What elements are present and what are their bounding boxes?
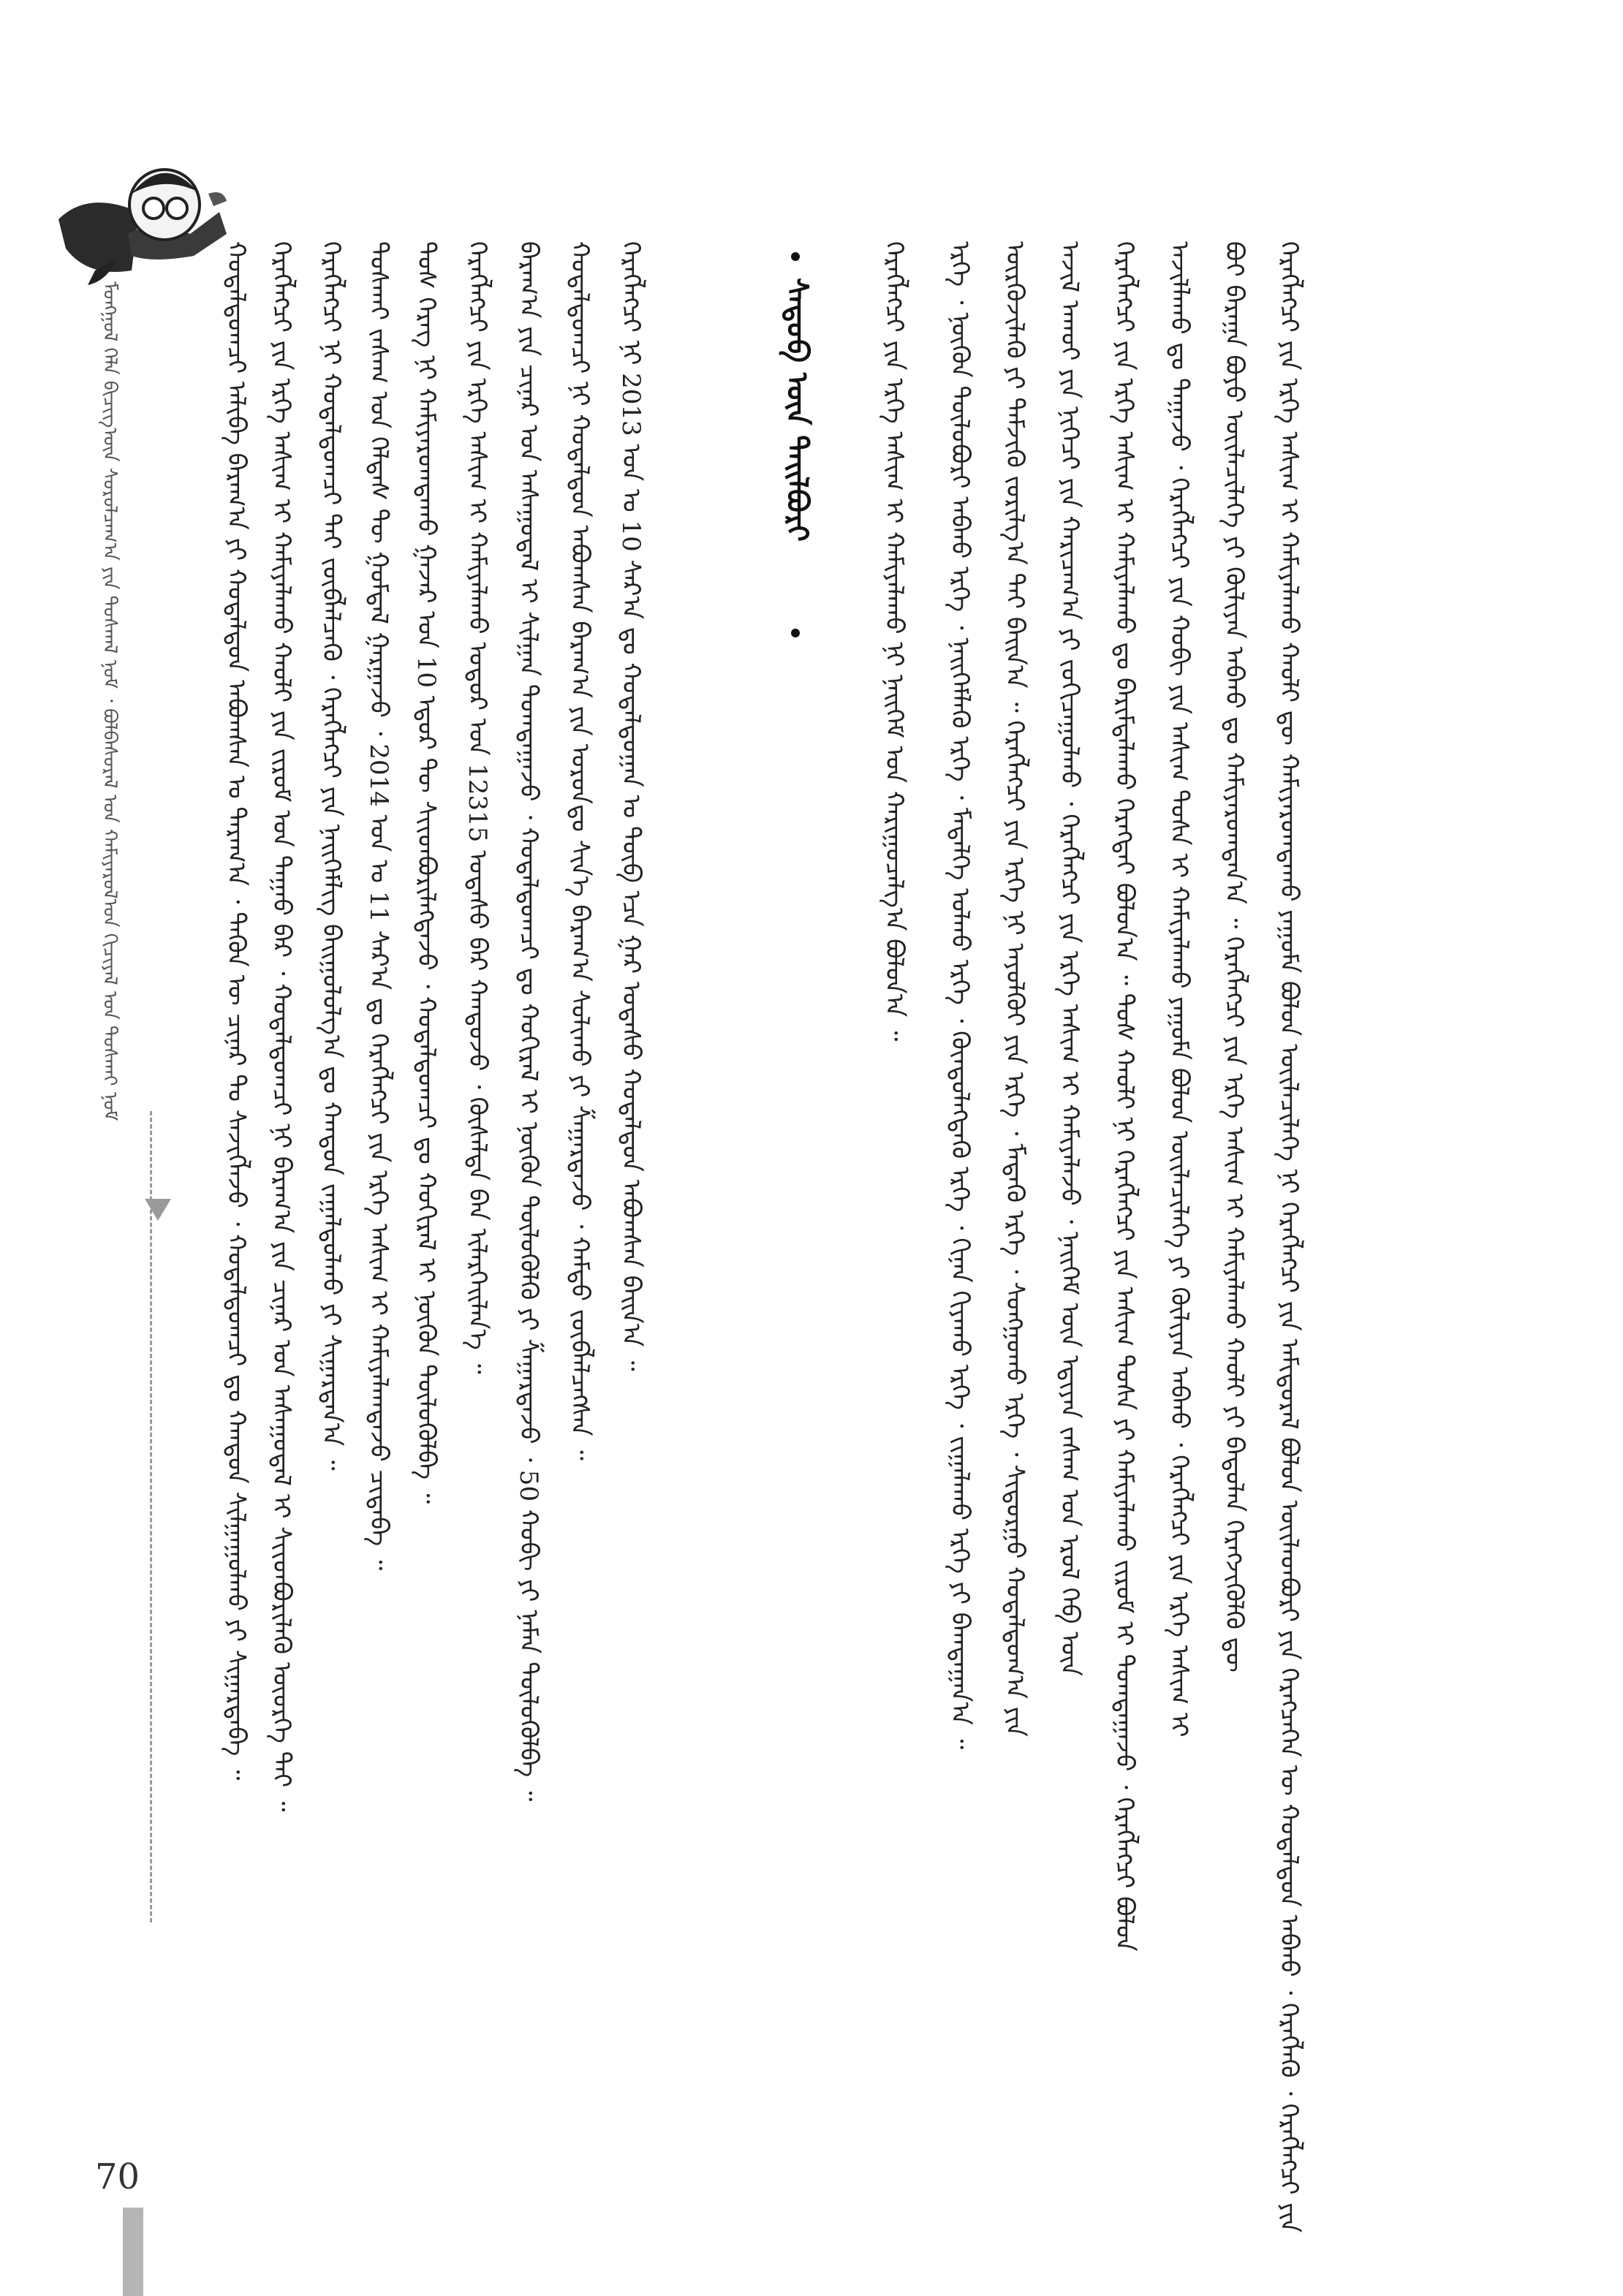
page-number: 70 xyxy=(95,2156,140,2197)
upper-line-3: ᠦᠷᠭᠦᠵᠢᠯᠡᠬᠦ ᠶᠢ ᠳᠡᠮᠵᠢᠬᠦ ᠵᠣᠷᠢᠯᠭ᠎ᠠ ᠲᠠᠢ ᠪᠠᠢᠨ᠎ᠠ ᠃ ᠬᠡᠷᠡᠭᠯᠡᠭᠴᠢ ᠶᠢᠨ ᠡᠷᠬᠡ ᠨᠢ ᠠᠶᠤᠯᠭᠦᠢ ᠶᠢᠨ ᠡᠷᠬᠡ ᠂ ᠮᠡᠳᠡᠬᠦ ᠡᠷᠬᠡ ᠂ ᠰᠣᠩᠭᠣᠬᠤ ᠡᠷᠬᠡ ᠂ ᠰᠢᠳᠤᠷᠭᠤ ᠬᠤᠳᠠᠯᠳᠤᠭ᠎ᠠ ᠶᠢᠨ xyxy=(1000,241,1029,1737)
lower-line-2: ᠬᠡᠷᠡᠭᠯᠡᠭᠴᠢ ᠶᠢᠨ ᠡᠷᠬᠡ ᠠᠰᠢᠭ ᠢ ᠬᠠᠮᠢᠶᠠᠯᠠᠬᠤ ᠬᠠᠤᠯᠢ ᠶᠢᠨ ᠵᠢᠷᠤᠮ ᠤᠨ ᠳᠠᠭᠠᠤ ᠪᠠᠷ ᠂ ᠬᠤᠳᠠᠯᠳᠤᠭᠴᠢ ᠨᠢ ᠪᠠᠷᠠᠭ᠎ᠠ ᠶᠢᠨ ᠴᠢᠨᠠᠷ ᠤᠨ ᠠᠰᠠᠭᠤᠳᠠᠯ ᠢ ᠰᠢᠢᠳᠪᠦᠷᠢᠯᠡᠬᠦ ᠦᠦᠷᠭᠡ ᠲᠠᠢ ᠃ xyxy=(267,241,296,1812)
heading-bullet-top xyxy=(791,252,800,261)
lower-line-9: ᠬᠡᠷᠡᠭᠯᠡᠭᠴᠢ ᠨᠢ 2013 ᠣᠨ ᠤ 10 ᠰᠠᠷ᠎ᠠ ᠳᠤ ᠬᠤᠳᠠᠯᠳᠤᠭᠠᠨ ᠤ ᠲᠥᠪ ᠡᠴᠡ ᠭᠠᠷ ᠤᠲᠠᠰᠤ ᠬᠤᠳᠠᠯᠳᠤᠨ ᠠᠪᠤᠭᠰᠠᠨ ᠪᠠᠢᠨ᠎ᠠ ᠃ xyxy=(616,241,646,1371)
lower-line-5: ᠲᠤᠰ ᠬᠡᠷᠡᠭ ᠨᠢ ᠬᠠᠮᠢᠶᠠᠷᠤᠭᠳᠠᠬᠤ ᠭᠠᠵᠠᠷ ᠤᠨ 10 ᠡᠳᠦᠷ ᠲᠦ ᠰᠢᠢᠳᠪᠦᠷᠢᠯᠡᠭᠳᠡᠵᠦ ᠂ ᠬᠤᠳᠠᠯᠳᠤᠭᠴᠢ ᠳᠤ ᠬᠣᠬᠢᠷᠠᠯ ᠢ ᠨᠥᠬᠥᠨ ᠲᠥᠯᠥᠭᠦᠯᠪᠡ ᠃ xyxy=(412,241,441,1504)
mascot-left-glass xyxy=(143,198,164,219)
upper-line-1: ᠬᠡᠷᠡᠭᠯᠡᠭᠴᠢ ᠶᠢᠨ ᠡᠷᠬᠡ ᠠᠰᠢᠭ ᠢ ᠬᠠᠮᠢᠶᠠᠯᠠᠬᠤ ᠨᠢ ᠨᠡᠢᠭᠡᠮ ᠤᠨ ᠬᠠᠷᠢᠭᠤᠴᠠᠯᠭ᠎ᠠ ᠪᠣᠯᠤᠨ᠎ᠠ ᠃ xyxy=(879,241,909,1042)
upper-line-8: ᠬᠡᠷᠡᠭᠯᠡᠭᠴᠢ ᠶᠢᠨ ᠡᠷᠬᠡ ᠠᠰᠢᠭ ᠢ ᠬᠠᠮᠢᠶᠠᠯᠠᠬᠤ ᠬᠠᠤᠯᠢ ᠳᠦ ᠬᠠᠮᠢᠶᠠᠷᠤᠭᠳᠠᠬᠤ ᠶᠠᠭᠤᠮᠠ ᠪᠤᠯᠤᠨ ᠦᠢᠯᠡᠴᠢᠯᠡᠭᠡ ᠨᠢ ᠬᠡᠷᠡᠭᠯᠡᠭᠴᠢ ᠶᠢᠨ ᠠᠮᠢᠳᠤᠷᠠᠯ ᠪᠤᠯᠤᠨ ᠦᠢᠯᠡᠳᠪᠦᠷᠢ ᠶᠢᠨ ᠬᠡᠷᠡᠭᠴᠡᠭᠡᠨ ᠦ ᠬᠤᠳᠠᠯᠳᠤᠨ ᠠᠪᠬᠤ ᠂ ᠬᠡᠷᠡᠭᠯᠡᠬᠦ ᠂ ᠬᠡᠷᠡᠭᠯᠡᠭᠴᠢ ᠶᠢᠨ xyxy=(1274,241,1304,2233)
header-triangle-marker xyxy=(145,1199,171,1221)
mascot-cape xyxy=(58,202,139,272)
page-edge-bar xyxy=(123,2208,143,2296)
lower-line-4: ᠲᠤᠰᠬᠠᠢ ᠵᠠᠰᠠᠭ ᠤᠨ ᠬᠡᠯᠲᠡᠰ ᠲᠦ ᠭᠣᠮᠳᠠᠯ ᠭᠠᠷᠭᠠᠵᠤ ᠂ 2014 ᠣᠨ ᠤ 11 ᠰᠠᠷ᠎ᠠ ᠳᠤ ᠬᠡᠷᠡᠭᠯᠡᠭᠴᠢ ᠶᠢᠨ ᠡᠷᠬᠡ ᠠᠰᠢᠭ ᠢ ᠬᠠᠮᠢᠶᠠᠯᠠᠭᠳᠠᠵᠤ ᠴᠢᠳᠠᠪᠠ ᠃ xyxy=(364,241,393,1571)
running-header: ᠮᠣᠩᠭᠣᠯ ᠬᠡᠯᠡ ᠪᠢᠴᠢᠭ᠎ᠦᠨ ᠰᠤᠷᠤᠯᠴᠠᠭ᠎ᠠ ᠶᠢᠨ ᠲᠤᠰᠬᠠᠯ ᠨᠣᠮ ᠂ ᠪᠣᠯᠪᠠᠰᠤᠷᠠᠯ ᠤᠨ ᠬᠠᠮᠢᠶᠠᠷᠤᠯ᠎ᠤᠨ ᠬᠢᠴᠢᠶᠡᠯ ᠤᠨ ᠲᠤᠰᠬᠠᠢ ᠨᠣᠮ xyxy=(99,281,121,1121)
upper-line-4: ᠠᠵᠢᠯ ᠠᠬᠤᠢ ᠶᠢᠨ ᠨᠢᠭᠡᠴᠢ ᠶᠢᠨ ᠬᠠᠷᠢᠴᠠᠭ᠎ᠠ ᠶᠢ ᠵᠣᠬᠢᠴᠠᠭᠤᠯᠬᠤ ᠂ ᠬᠡᠷᠡᠭᠯᠡᠭᠴᠢ ᠶᠢᠨ ᠡᠷᠬᠡ ᠠᠰᠢᠭ ᠢ ᠬᠠᠮᠢᠶᠠᠯᠠᠵᠤ ᠂ ᠨᠡᠢᠭᠡᠮ ᠦᠨ ᠡᠳ᠋ᠢᠶᠡᠨ ᠵᠠᠰᠠᠭ ᠤᠨ ᠡᠷᠦᠯ ᠬᠡᠪ ᠦᠨ xyxy=(1055,241,1084,1676)
mascot-illustration xyxy=(44,124,227,292)
lower-line-1: ᠬᠤᠳᠠᠯᠳᠤᠭᠴᠢ ᠠᠯᠢᠪᠠ ᠪᠠᠷᠠᠭ᠎ᠠ ᠶᠢ ᠬᠤᠳᠠᠯᠳᠤᠨ ᠠᠪᠤᠭᠰᠠᠨ ᠤ ᠳᠠᠷᠠᠭ᠎ᠠ ᠂ ᠲᠡᠭᠦᠨ ᠦ ᠴᠢᠨᠠᠷ ᠲᠤ ᠰᠡᠵᠢᠭᠯᠡᠵᠦ ᠂ ᠬᠤᠳᠠᠯᠳᠤᠭᠴᠢ ᠳᠤ ᠬᠠᠨᠳᠤᠨ ᠰᠢᠯᠭᠠᠭᠤᠯᠬᠤ ᠶᠢ ᠰᠢᠭᠠᠷᠳᠠᠪᠠ ᠃ xyxy=(222,241,251,1781)
upper-line-7: ᠪᠤᠢ ᠪᠠᠷᠠᠭᠠ ᠪᠤᠶᠤ ᠦᠢᠯᠡᠴᠢᠯᠡᠭᠡ ᠶᠢ ᠬᠦᠯᠢᠶᠡᠨ ᠠᠪᠬᠤ ᠳᠤ ᠬᠠᠮᠢᠶᠠᠷᠤᠭᠳᠠᠨ᠎ᠠ ᠃ ᠬᠡᠷᠡᠭᠯᠡᠭᠴᠢ ᠶᠢᠨ ᠡᠷᠬᠡ ᠠᠰᠢᠭ ᠢ ᠬᠠᠮᠢᠶᠠᠯᠠᠬᠤ ᠬᠠᠤᠯᠢ ᠶᠢ ᠪᠠᠲᠤᠯᠠᠨ ᠬᠡᠷᠡᠭᠵᠢᠭᠦᠯᠬᠦ ᠳᠦ xyxy=(1219,241,1249,1672)
lower-line-8: ᠬᠤᠳᠠᠯᠳᠤᠭᠴᠢ ᠨᠢ ᠬᠤᠳᠠᠯᠳᠤᠨ ᠠᠪᠤᠭᠰᠠᠨ ᠪᠠᠷᠠᠭ᠎ᠠ ᠶᠢᠨ ᠣᠷᠣᠨ᠎ᠳᠤ ᠰᠢᠨ᠎ᠡ ᠪᠠᠷᠠᠭ᠎ᠠ ᠰᠤᠯᠢᠬᠤ ᠶᠢ ᠱᠠᠭᠠᠷᠳᠠᠵᠤ ᠂ ᠬᠠᠮᠲᠤ ᠵᠥᠪᠯᠡᠯᠴᠡᠭᠰᠡᠨ ᠃ xyxy=(565,241,594,1460)
section-heading: ᠰᠡᠳᠦᠪ ᠦᠨ ᠲᠠᠢᠯᠪᠤᠷᠢ xyxy=(780,278,814,542)
mascot-hand xyxy=(208,192,227,206)
upper-line-5: ᠬᠡᠷᠡᠭᠯᠡᠭᠴᠢ ᠶᠢᠨ ᠡᠷᠬᠡ ᠠᠰᠢᠭ ᠢ ᠬᠠᠮᠢᠶᠠᠯᠠᠬᠤ ᠳᠤ ᠪᠠᠷᠢᠮᠲᠠᠯᠠᠬᠤ ᠬᠡᠷᠡᠭᠲᠡᠢ ᠪᠤᠯᠤᠨ᠎ᠠ ᠃ ᠲᠤᠰ ᠬᠠᠤᠯᠢ ᠨᠢ ᠬᠡᠷᠡᠭᠯᠡᠭᠴᠢ ᠶᠢᠨ ᠠᠰᠢᠭ ᠲᠤᠰᠠ ᠶᠢ ᠬᠠᠮᠢᠶᠠᠯᠠᠬᠤ ᠵᠢᠷᠤᠮ ᠢ ᠲᠣᠭᠲᠠᠭᠠᠵᠤ ᠂ ᠬᠡᠷᠡᠭᠯᠡᠭᠴᠢ ᠪᠤᠯᠤᠨ xyxy=(1110,241,1139,1952)
lower-line-6: ᠬᠡᠷᠡᠭᠯᠡᠭᠴᠢ ᠶᠢᠨ ᠡᠷᠬᠡ ᠠᠰᠢᠭ ᠢ ᠬᠠᠮᠢᠶᠠᠯᠠᠬᠤ ᠣᠳᠤᠷ ᠤᠨ 12315 ᠤᠲᠠᠰᠤ ᠪᠠᠷ ᠬᠠᠨᠳᠤᠵᠤ ᠂ ᠬᠦᠰᠡᠯᠲᠡ ᠪᠡᠨ ᠢᠯᠡᠷᠬᠡᠢᠯᠡᠨ᠎ᠡ ᠃ xyxy=(463,241,492,1374)
upper-line-2: ᠡᠷᠬᠡ ᠂ ᠨᠦᠬᠦᠨ ᠲᠦᠯᠦᠪᠦᠷᠢ ᠠᠪᠬᠤ ᠡᠷᠬᠡ ᠂ ᠨᠡᠢᠭᠡᠮᠯᠡᠬᠦ ᠡᠷᠬᠡ ᠂ ᠮᠡᠳᠡᠯᠭᠡ ᠣᠯᠬᠤ ᠡᠷᠬᠡ ᠂ ᠬᠦᠨᠳᠦᠯᠡᠭᠳᠡᠬᠦ ᠡᠷᠬᠡ ᠂ ᠬᠢᠨᠠᠨ ᠬᠢᠶᠠᠬᠤ ᠡᠷᠬᠡ ᠂ ᠵᠢᠭᠠᠯᠠᠬᠤ ᠡᠷᠬᠡ ᠶᠢ ᠪᠠᠭᠲᠠᠭᠠᠨ᠎ᠠ ᠃ xyxy=(945,241,975,1750)
heading-bullet-bottom xyxy=(791,629,800,637)
lower-line-3: ᠬᠡᠷᠡᠭᠯᠡᠭᠴᠢ ᠨᠢ ᠬᠤᠳᠠᠯᠳᠤᠭᠴᠢ ᠲᠠᠢ ᠵᠥᠪᠯᠡᠯᠴᠡᠬᠦ ᠂ ᠬᠡᠷᠡᠭᠯᠡᠭᠴᠢ ᠶᠢᠨ ᠨᠡᠢᠭᠡᠮᠯᠢᠭ ᠪᠠᠢᠭᠤᠯᠤᠯᠭ᠎ᠠ ᠳᠤ ᠬᠠᠨᠳᠤᠨ ᠵᠠᠭᠠᠯᠳᠤᠯᠬᠤ ᠶᠢ ᠰᠢᠭᠠᠷᠳᠠᠨ᠎ᠠ ᠃ xyxy=(317,241,346,1471)
lower-line-7: ᠪᠠᠷᠠᠭ᠎ᠠ ᠶᠢᠨ ᠴᠢᠨᠠᠷ ᠤᠨ ᠠᠰᠠᠭᠤᠳᠠᠯ ᠢ ᠰᠢᠯᠭᠠᠨ ᠲᠣᠭᠲᠠᠭᠠᠵᠤ ᠂ ᠬᠤᠳᠠᠯᠳᠤᠭᠴᠢ ᠳᠤ ᠬᠣᠬᠢᠷᠠᠯ ᠢ ᠨᠥᠬᠥᠨ ᠲᠥᠯᠥᠭᠦᠯᠬᠦ ᠶᠢ ᠱᠠᠭᠠᠷᠳᠠᠵᠤ ᠂ 50 ᠬᠤᠪᠢ ᠶᠢ ᠨᠡᠮᠡᠨ ᠲᠥᠯᠥᠭᠦᠯᠪᠡ ᠃ xyxy=(514,241,543,1802)
header-dashed-line xyxy=(150,1111,152,1922)
upper-line-6: ᠠᠵᠢᠯᠯᠠᠬᠤ ᠳᠤ ᠳᠠᠭᠠᠵᠤ ᠂ ᠬᠡᠷᠡᠭᠯᠡᠭᠴᠢ ᠶᠢᠨ ᠬᠤᠪᠢ ᠶᠢᠨ ᠠᠰᠢᠭ ᠲᠤᠰᠠ ᠢ ᠬᠠᠮᠢᠶᠠᠯᠠᠬᠤ ᠶᠠᠭᠤᠮᠠ ᠪᠤᠯᠤᠨ ᠦᠢᠯᠡᠴᠢᠯᠡᠭᠡ ᠶᠢ ᠬᠦᠯᠢᠶᠡᠨ ᠠᠪᠬᠤ ᠂ ᠬᠡᠷᠡᠭᠯᠡᠭᠴᠢ ᠶᠢᠨ ᠡᠷᠬᠡ ᠠᠰᠢᠭ ᠢ xyxy=(1165,241,1194,1738)
mascot-right-glass xyxy=(167,198,187,219)
